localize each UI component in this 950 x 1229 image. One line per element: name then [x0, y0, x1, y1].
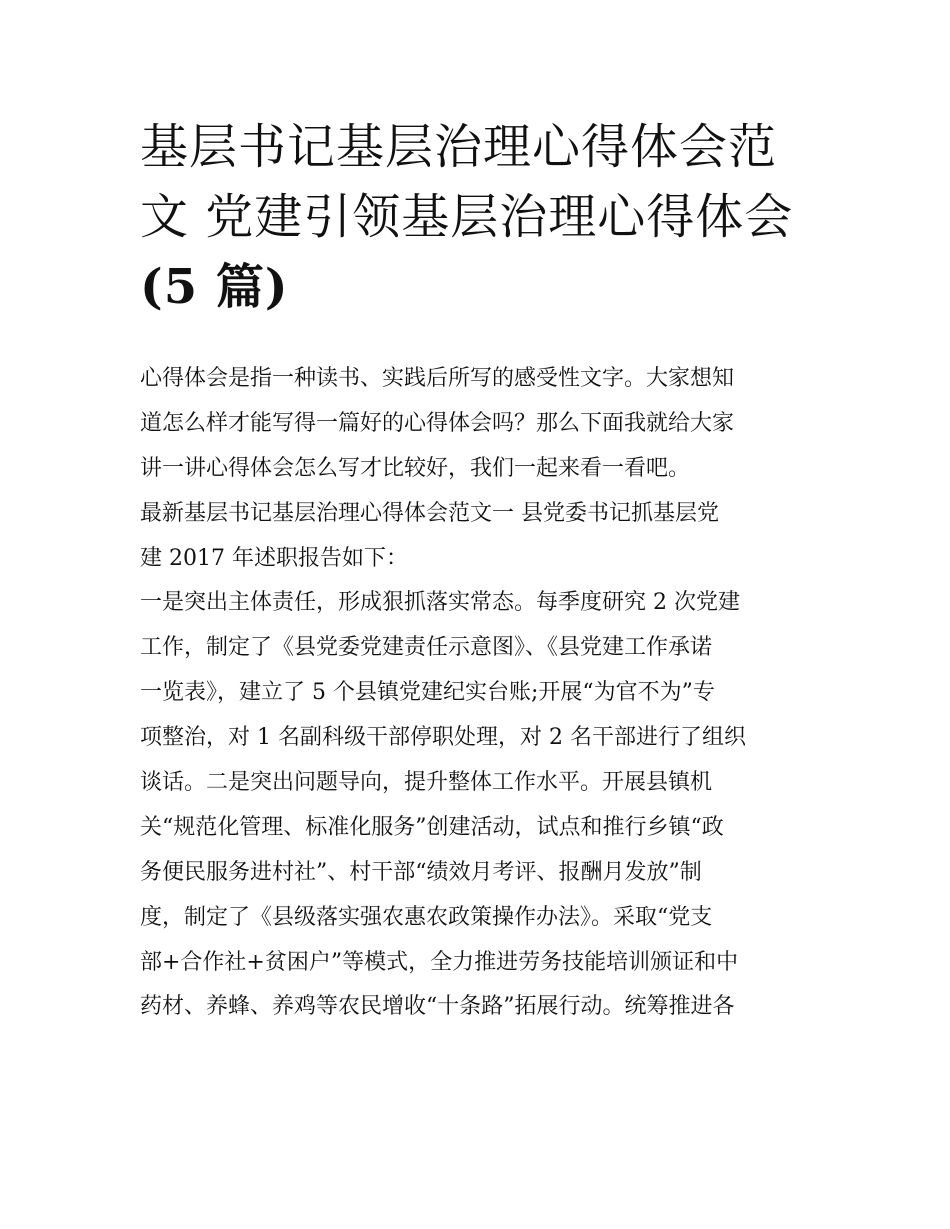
body-line: 一是突出主体责任，形成狠抓落实常态。每季度研究 2 次党建	[140, 590, 740, 616]
body-line: 建 2017 年述职报告如下：	[140, 545, 408, 571]
body-line: 部+合作社+贫困户”等模式，全力推进劳务技能培训颁证和中	[140, 949, 739, 975]
body-line: 药材、养蜂、养鸡等农民增收“十条路”拓展行动。统筹推进各	[140, 994, 735, 1020]
title-line: 基层书记基层治理心得体会范	[140, 119, 778, 175]
document-title	[140, 112, 820, 322]
body-line: 讲一讲心得体会怎么写才比较好，我们一起来看一看吧。	[140, 455, 691, 481]
title-line: (5 篇)	[140, 259, 289, 315]
document-body	[140, 357, 830, 1030]
title-line: 文 党建引领基层治理心得体会	[140, 189, 794, 245]
body-line: 最新基层书记基层治理心得体会范文一 县党委书记抓基层党	[140, 500, 719, 526]
body-line: 道怎么样才能写得一篇好的心得体会吗？那么下面我就给大家	[140, 410, 735, 436]
body-line: 一览表》，建立了 5 个县镇党建纪实台账;开展“为官不为”专	[140, 680, 715, 706]
body-line: 工作，制定了《县党委党建责任示意图》、《县党建工作承诺	[140, 635, 713, 661]
body-line: 关“规范化管理、标准化服务”创建活动，试点和推行乡镇“政	[140, 814, 724, 840]
body-line: 度，制定了《县级落实强农惠农政策操作办法》。采取“党支	[140, 904, 713, 930]
body-line: 务便民服务进村社”、村干部“绩效月考评、报酬月发放”制	[140, 859, 702, 885]
body-line: 谈话。二是突出问题导向，提升整体工作水平。开展县镇机	[140, 770, 713, 796]
body-line: 项整治，对 1 名副科级干部停职处理，对 2 名干部进行了组织	[140, 725, 746, 751]
body-line: 心得体会是指一种读书、实践后所写的感受性文字。大家想知	[140, 366, 735, 391]
